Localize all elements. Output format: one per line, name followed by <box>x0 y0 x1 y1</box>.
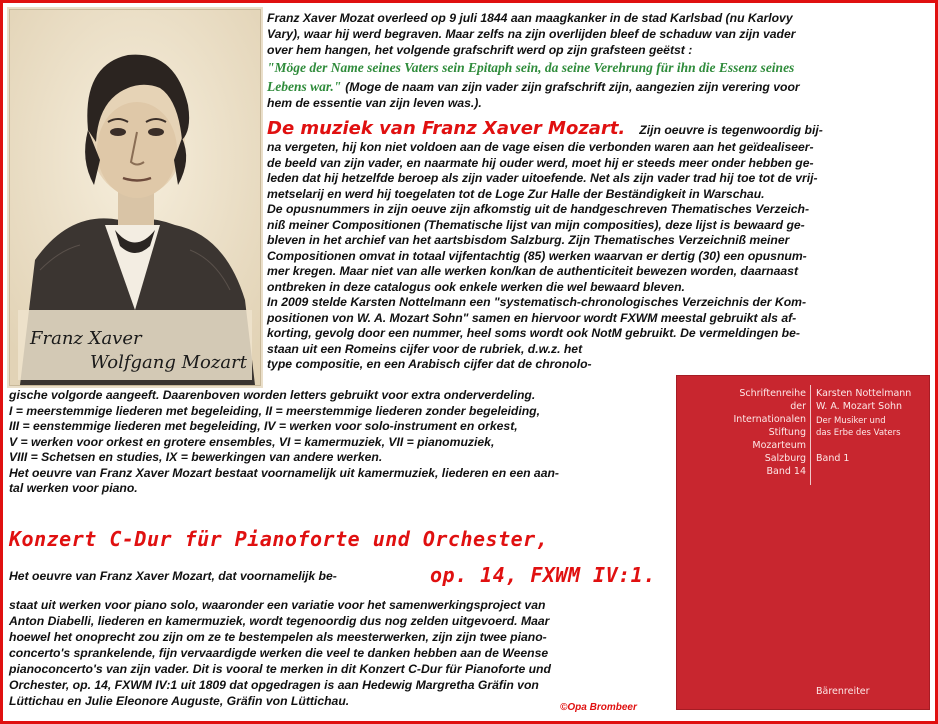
intro-line: Franz Xaver Mozat overleed op 9 juli 1844 aan maagkanker in de stad Karlsbad (nu Karlovy <box>267 11 793 25</box>
body-line: De opusnummers in zijn oeuve zijn afkomstig uit de handgeschreven Thematisches Verzeich- <box>267 202 810 216</box>
book-cover <box>676 375 930 710</box>
body-line: de beeld van zijn vader, en naarmate hij ouder werd, moet hij er steeds meer onder hebben ge- <box>267 155 814 170</box>
body-line: korting, gevolg door een nummer, heel soms wordt ook NotM gebruikt. De vermeldingen be- <box>267 326 800 340</box>
intro-line: Vary), waar hij werd begraven. Maar zelfs na zijn overlijden bleef de schaduw van zijn vader <box>267 27 796 41</box>
body-line: positionen von W. A. Mozart Sohn" samen en hiervoor wordt FXWM meestal gebruikt als af- <box>267 310 797 325</box>
body-line: VIII = Schetsen en studies, IX = bewerkingen van andere werken. <box>9 450 383 464</box>
signature: ©Opa Brombeer <box>560 702 637 713</box>
body-line: Lüttichau en Julie Eleonore Auguste, Gräfin von Lüttichau. <box>9 694 350 708</box>
body-line: tal werken voor piano. <box>9 481 138 495</box>
epitaph-translation-end: hem de essentie van zijn leven was.). <box>267 96 482 110</box>
book-publisher: Bärenreiter <box>816 686 870 697</box>
epitaph-quote: "Möge der Name seines Vaters sein Epitaph sein, da seine Verehrung für ihn die Essenz seines <box>267 60 795 75</box>
book-title-line: W. A. Mozart Sohn <box>816 401 903 412</box>
section2-heading-opus: op. 14, FXWM IV:1. <box>430 563 656 587</box>
body-line: ontbreken in deze catalogus ook enkele werken die wel bewaard bleven. <box>267 279 685 294</box>
body-line: Het oeuvre van Franz Xaver Mozart bestaat voornamelijk uit kamermuziek, liederen en een aan- <box>9 465 559 480</box>
epitaph-translation: (Moge de naam van zijn vader zijn grafschrift zijn, aangezien zijn verering voor <box>345 80 800 94</box>
body-line: mer kregen. Maar niet van alle werken kon/kan de authenticiteit bewezen worden, daarnaast <box>267 264 799 278</box>
body-line: I = meerstemmige liederen met begeleiding, II = meerstemmige liederen zonder begeleiding, <box>9 403 541 418</box>
body-line: staat uit werken voor piano solo, waaronder een variatie voor het samenwerkingsproject van <box>9 598 546 612</box>
body-line: Orchester, op. 14, FXWM IV:1 uit 1809 dat opgedragen is aan Hedewig Margretha Gräfin von <box>9 678 539 692</box>
body-line: na vergeten, hij kon niet voldoen aan de vage eisen die verbonden waren aan het geïdealiseer- <box>267 140 814 154</box>
book-title-line: Der Musiker und <box>816 416 886 426</box>
book-title-line: das Erbe des Vaters <box>816 428 901 438</box>
book-series-line: Band 14 <box>766 466 806 477</box>
section2-heading: Konzert C-Dur für Pianoforte und Orchester, <box>9 527 549 551</box>
body-line: In 2009 stelde Karsten Nottelmann een "systematisch-chronologisches Verzeichnis der Kom- <box>267 295 807 309</box>
body-line: type compositie, en een Arabisch cijfer dat de chronolo- <box>267 357 592 371</box>
body-line: Compositionen omvat in totaal vijfentachtig (85) werken waarvan er dertig (30) een opusnum- <box>267 248 807 263</box>
body-line: staan uit een Romeins cijfer voor de rubriek, d.w.z. het <box>267 341 583 356</box>
section1-heading: De muziek van Franz Xaver Mozart. <box>267 118 626 139</box>
portrait-image <box>9 9 261 386</box>
portrait-caption-line1: Franz Xaver <box>30 328 142 349</box>
book-volume: Band 1 <box>816 453 850 464</box>
body-line: metselarij en werd hij toegelaten tot de Loge Zur Halle der Beständigkeit in Warschau. <box>267 186 765 201</box>
portrait-caption-line2: Wolfgang Mozart <box>90 352 247 373</box>
epitaph-quote-end: Lebens war." <box>267 79 342 94</box>
section2-first-line: Het oeuvre van Franz Xaver Mozart, dat voornamelijk be- <box>9 569 337 583</box>
epitaph-row <box>267 78 800 96</box>
book-series-line: Mozarteum <box>752 440 806 451</box>
body-line: leden dat hij hetzelfde beroep als zijn vader uitoefende. Net als zijn vader trad hij toe tot de vrij- <box>267 171 818 185</box>
book-series-line: Internationalen <box>733 414 806 425</box>
book-series-line: Stiftung <box>768 427 806 438</box>
book-title-line: Karsten Nottelmann <box>816 388 912 399</box>
body-line: III = eenstemmige liederen met begeleiding, IV = werken voor solo-instrument en orkest, <box>9 419 518 433</box>
book-series-line: Schriftenreihe <box>739 388 806 399</box>
book-series-line: der <box>790 401 806 412</box>
body-line: niß meiner Compositionen (Thematische lijst van mijn composities), deze lijst is bewaard ge- <box>267 217 805 232</box>
book-divider <box>810 385 811 485</box>
section1-heading-tail: Zijn oeuvre is tegenwoordig bij- <box>639 123 823 137</box>
body-line: bleven in het archief van het aartsbisdom Salzburg. Zijn Thematisches Verzeichniß meiner <box>267 233 790 247</box>
body-line: gische volgorde aangeeft. Daarenboven worden letters gebruikt voor extra onderverdeling. <box>9 388 536 402</box>
body-line: hoewel het onoprecht zou zijn om ze te bestempelen als meesterwerken, zijn zijn twee piano- <box>9 630 547 644</box>
book-series-line: Salzburg <box>764 453 806 464</box>
section1-heading-row <box>267 118 823 140</box>
body-line: concerto's sprankelende, fijn vervaardigde werken die veel te danken hebben aan de Weense <box>9 646 549 660</box>
body-line: Anton Diabelli, liederen en kamermuziek, wordt tegenoordig dus nog zelden uitgevoerd. Maar <box>9 614 550 628</box>
intro-line: over hem hangen, het volgende grafschrift werd op zijn grafsteen geëtst : <box>267 43 693 57</box>
body-line: V = werken voor orkest en grotere ensembles, VI = kamermuziek, VII = pianomuziek, <box>9 434 495 449</box>
body-line: pianoconcerto's van zijn vader. Dit is vooral te merken in dit Konzert C-Dur für Pianoforte und <box>9 662 551 676</box>
